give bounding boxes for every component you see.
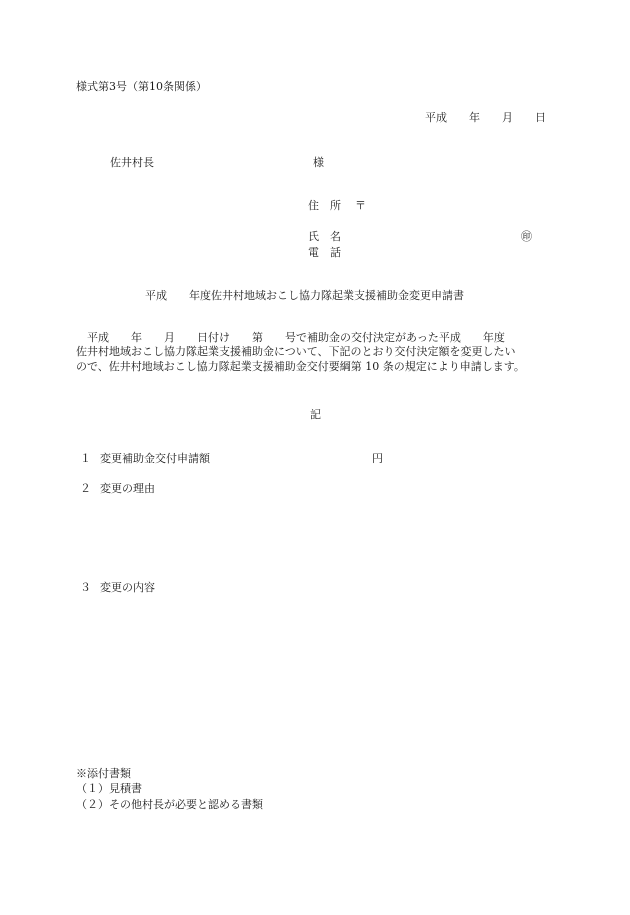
item-number: １ — [80, 452, 91, 465]
date-line: 平成 年 月 日 — [425, 111, 546, 124]
attachment-item: （１）見積書 — [76, 782, 142, 795]
item-number: ２ — [80, 482, 91, 495]
body-line: 平成 年 月 日付け 第 号で補助金の交付決定があった平成 年度 — [76, 331, 505, 344]
yen-unit: 円 — [372, 452, 383, 465]
reason-entry-area[interactable] — [100, 500, 550, 570]
attachment-item: （２）その他村長が必要と認める書類 — [76, 798, 263, 811]
ki-heading: 記 — [310, 408, 321, 421]
body-line: 佐井村地域おこし協力隊起業支援補助金について、下記のとおり交付決定額を変更したい — [76, 345, 516, 359]
phone-label: 電 話 — [308, 246, 341, 259]
postal-mark: 〒 — [355, 199, 366, 212]
document-title: 平成 年度佐井村地域おこし協力隊起業支援補助金変更申請書 — [145, 289, 464, 302]
content-entry-area[interactable] — [100, 600, 550, 750]
form-number: 様式第3号（第10条関係） — [76, 80, 207, 93]
name-label: 氏 名 — [308, 230, 341, 243]
body-paragraph — [76, 331, 558, 374]
addressee: 佐井村長 — [110, 156, 154, 169]
body-line: ので、佐井村地域おこし協力隊起業支援補助金交付要綱第 10 条の規定により申請します。 — [76, 359, 525, 373]
attachments-title: ※添付書類 — [76, 767, 131, 780]
honorific: 様 — [313, 156, 324, 169]
item-number: ３ — [80, 581, 91, 594]
item-label-amount: 変更補助金交付申請額 — [100, 452, 210, 465]
item-label-content: 変更の内容 — [100, 581, 155, 594]
address-label: 住 所 — [308, 199, 341, 212]
seal-mark: ㊞ — [521, 230, 532, 243]
item-label-reason: 変更の理由 — [100, 482, 155, 495]
